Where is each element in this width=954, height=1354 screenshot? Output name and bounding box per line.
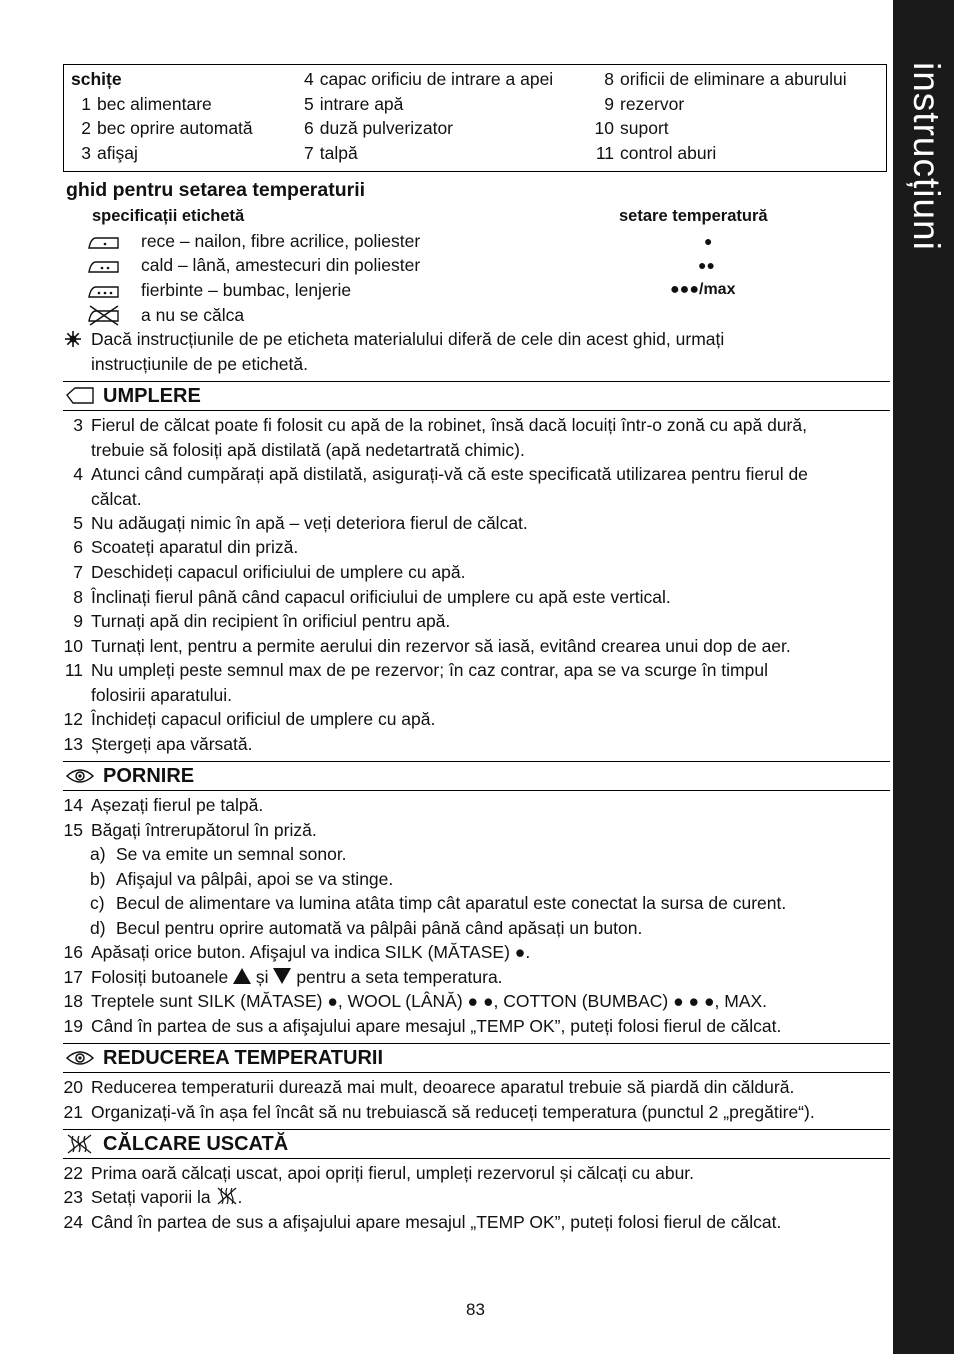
note-text-line: instrucțiunile de pe etichetă.	[91, 354, 308, 374]
iron-one-dot-icon	[87, 233, 121, 251]
step-item: 8 Înclinați fierul până când capacul orificiului de umplere cu apă este vertical.	[73, 587, 671, 607]
note-text-line: Dacă instrucțiunile de pe eticheta materialului diferă de cele din acest ghid, urmați	[91, 329, 725, 349]
step-item: 11 Nu umpleți peste semnul max de pe rezervor; în caz contrar, apa se va scurge în timpul folosirii aparatului.	[64, 660, 768, 705]
sub-step-item: d) Becul pentru oprire automată va pâlpâi până când apăsați un buton.	[90, 918, 643, 938]
step-item: 15 Băgați întrerupătorul în priză.	[63, 820, 317, 840]
section-pornire-header	[63, 761, 890, 791]
parts-list-box	[63, 64, 887, 172]
section-reducere-header	[63, 1043, 890, 1073]
temp-row-setting: ●	[704, 233, 713, 249]
steam-off-icon	[216, 1186, 238, 1206]
step-item: 24 Când în partea de sus a afişajului apare mesajul „TEMP OK”, puteți folosi fierul de călcat.	[63, 1212, 782, 1232]
step-item: 19 Când în partea de sus a afişajului apare mesajul „TEMP OK”, puteți folosi fierul de călcat.	[63, 1016, 782, 1036]
section-title: UMPLERE	[103, 385, 201, 407]
star-note-icon	[64, 330, 82, 348]
page-number: 83	[466, 1300, 485, 1319]
sub-step-item: c) Becul de alimentare va lumina atâta timp cât aparatul este conectat la sursa de curent.	[90, 893, 787, 913]
step-item: 6 Scoateți aparatul din priză.	[73, 537, 299, 557]
section-uscat-header	[63, 1129, 890, 1159]
step-item: 21 Organizați-vă în așa fel încât să nu trebuiască să reduceți temperatura (punctul 2 „pregătire“).	[63, 1102, 815, 1122]
step-item: 7 Deschideți capacul orificiului de umplere cu apă.	[73, 562, 466, 582]
section-title: CĂLCARE USCATĂ	[103, 1133, 289, 1155]
parts-column-1	[71, 67, 253, 165]
step-item: 17 Folosiți butoanele și pentru a seta temperatura.	[63, 967, 503, 987]
part-item: 1 bec alimentare	[81, 93, 212, 114]
steam-off-icon	[65, 1133, 95, 1155]
part-item: 5 intrare apă	[304, 93, 404, 114]
parts-heading: schițe	[71, 69, 122, 89]
section-title: PORNIRE	[103, 765, 195, 787]
temp-row-setting: ●●	[698, 257, 715, 273]
down-arrow-icon	[273, 968, 291, 984]
step-item: 12 Închideți capacul orificiul de umplere cu apă.	[63, 709, 436, 729]
step-item: 5 Nu adăugați nimic în apă – veți deteriora fierul de călcat.	[73, 513, 528, 533]
part-item: 2 bec oprire automată	[81, 118, 253, 138]
parts-column-3	[594, 67, 847, 165]
step-item: 18 Treptele sunt SILK (MĂTASE) ●, WOOL (LÂNĂ) ● ●, COTTON (BUMBAC) ● ● ●, MAX.	[63, 991, 768, 1011]
temp-row-label: cald – lână, amestecuri din poliester	[141, 255, 421, 275]
part-item: 9 rezervor	[604, 93, 685, 114]
temp-guide-title: ghid pentru setarea temperaturii	[66, 179, 366, 201]
step-item: 22 Prima oară călcați uscat, apoi opriți fierul, umpleți rezervorul și călcați cu abur.	[63, 1163, 695, 1183]
iron-three-dots-icon	[87, 282, 121, 300]
temp-row-label: fierbinte – bumbac, lenjerie	[141, 280, 352, 300]
step-item: 14 Așezați fierul pe talpă.	[63, 795, 264, 815]
iron-two-dots-icon	[87, 257, 121, 275]
eye-icon	[65, 1048, 95, 1068]
part-item: 3 afişaj	[81, 142, 138, 163]
step-item: 4 Atunci când cumpărați apă distilată, asigurați-vă că este specificată utilizarea pentru fierul de călcat.	[73, 464, 808, 509]
eye-icon	[65, 766, 95, 786]
part-item: 4 capac orificiu de intrare a apei	[304, 69, 554, 89]
fill-icon	[65, 386, 95, 406]
step-item: 10 Turnați lent, pentru a permite aerului din rezervor să iasă, evitând crearea unui dop de aer.	[63, 636, 791, 656]
sub-step-item: b) Afişajul va pâlpâi, apoi se va stinge.	[90, 869, 394, 889]
temp-row-setting: ●●●/max	[670, 281, 736, 298]
up-arrow-icon	[233, 968, 251, 984]
step-item: 13 Ștergeți apa vărsată.	[63, 734, 253, 754]
part-item: 6 duză pulverizator	[304, 118, 454, 138]
part-item: 11 control aburi	[595, 142, 717, 163]
temp-row-label: rece – nailon, fibre acrilice, poliester	[141, 231, 421, 251]
part-item: 8 orificii de eliminare a aburului	[604, 69, 847, 89]
temp-guide-col-label: specificații etichetă	[92, 207, 245, 225]
parts-column-2	[304, 67, 553, 165]
iron-crossed-icon	[87, 304, 121, 326]
sub-step-item: a) Se va emite un semnal sonor.	[90, 844, 347, 864]
step-item: 23 Setați vaporii la .	[63, 1187, 243, 1207]
step-item: 3 Fierul de călcat poate fi folosit cu apă de la robinet, însă dacă locuiți într-o zonă cu apă dură, trebuie să folosiți apă distilată (apă nedetartrată chimic).	[73, 415, 807, 460]
section-umplere-header	[63, 381, 890, 411]
temp-row-label: a nu se călca	[141, 305, 245, 325]
temp-guide-col-setting: setare temperatură	[619, 207, 768, 225]
section-title: REDUCEREA TEMPERATURII	[103, 1047, 384, 1069]
step-item: 16 Apăsați orice buton. Afişajul va indica SILK (MĂTASE) ●.	[63, 942, 531, 962]
side-tab-title: instrucțiuni	[906, 62, 947, 251]
part-item: 10 suport	[594, 118, 669, 138]
step-item: 9 Turnați apă din recipient în orificiul pentru apă.	[73, 611, 451, 631]
step-item: 20 Reducerea temperaturii durează mai mult, deoarece aparatul trebuie să piardă din căldură.	[63, 1077, 795, 1097]
part-item: 7 talpă	[304, 142, 358, 163]
side-tab	[893, 0, 954, 1354]
